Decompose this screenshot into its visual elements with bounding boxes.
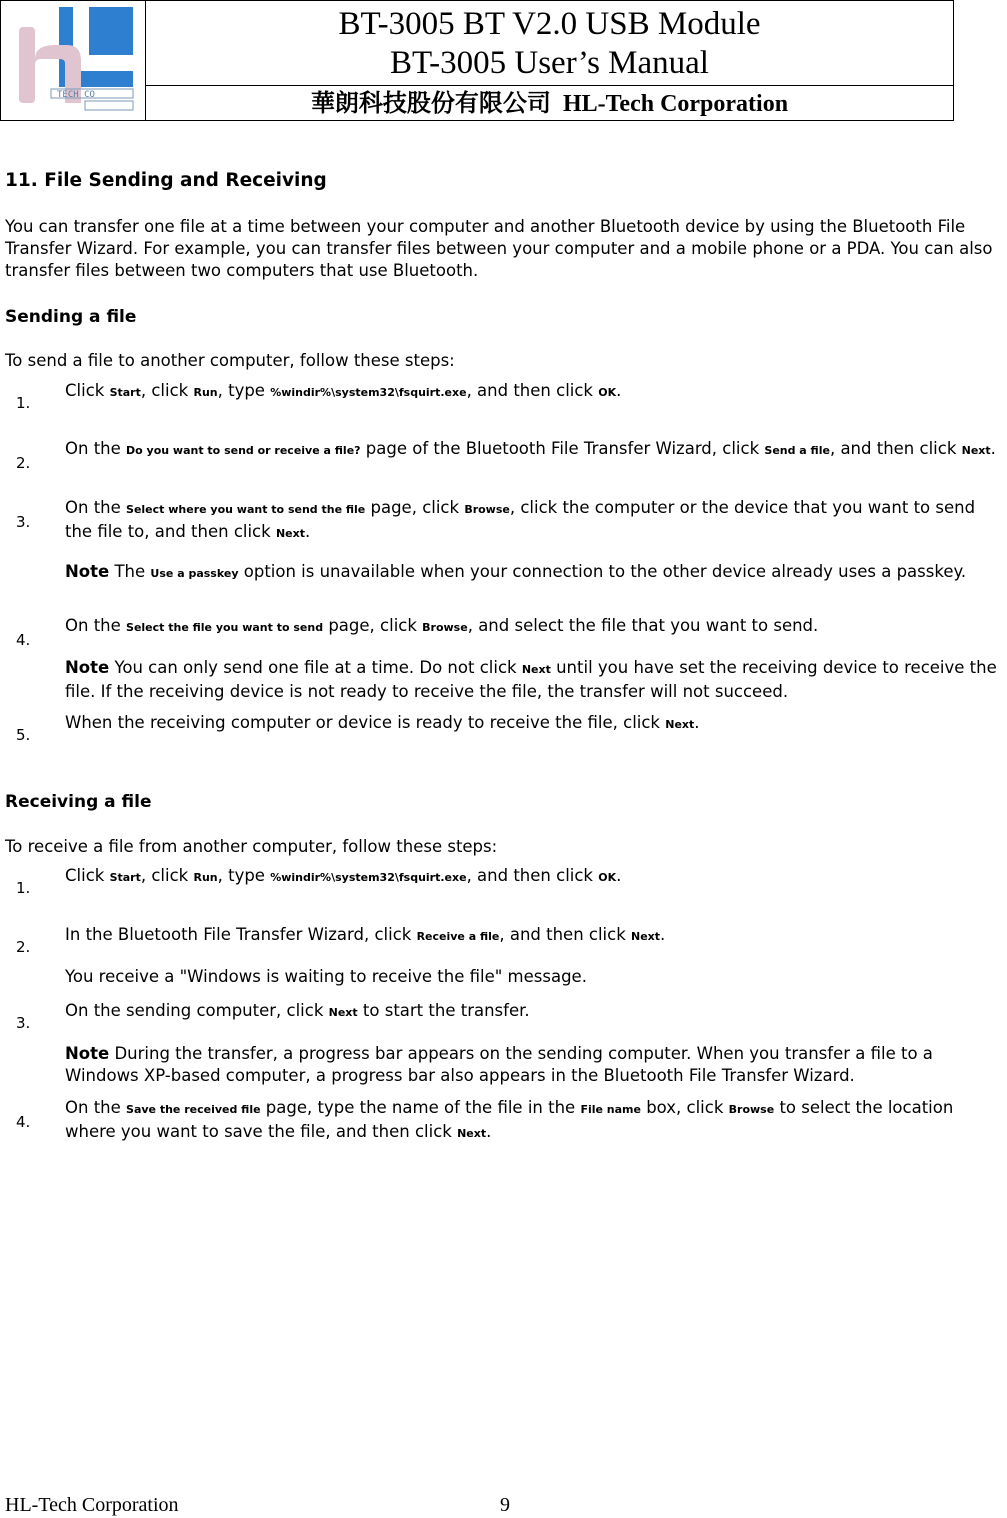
corp-name-english: HL-Tech Corporation bbox=[562, 91, 789, 117]
step-note: Note You can only send one file at a time. Do not click Next until you have set the receiving device to receive the file. If the receiving device is not ready to receive the file, the transfer will not succeed. bbox=[65, 658, 997, 701]
logo-cell bbox=[1, 1, 146, 120]
step-number: 4. bbox=[16, 1113, 31, 1131]
sending-intro: To send a file to another computer, follow these steps: bbox=[5, 351, 455, 370]
title-line-1: BT-3005 BT V2.0 USB Module bbox=[338, 6, 761, 42]
document-title bbox=[146, 1, 953, 86]
section-heading: 11. File Sending and Receiving bbox=[5, 170, 327, 191]
step-number: 3. bbox=[16, 513, 31, 531]
section-intro: You can transfer one file at a time between your computer and another Bluetooth device by using the Bluetooth File Transfer Wizard. For example, you can transfer files between your computer and a mobile phone or a PDA. You can also transfer files between two computers that use Bluetooth. bbox=[5, 217, 993, 280]
step-text: On the Select where you want to send the file page, click Browse, click the computer or the device that you want to send the file to, and then click Next. bbox=[65, 498, 976, 541]
footer-corp: HL-Tech Corporation bbox=[5, 1494, 179, 1516]
step-text: On the Save the received file page, type the name of the file in the File name box, click Browse to select the location where you want to save the file, and then click Next. bbox=[65, 1098, 954, 1141]
step-number: 1. bbox=[16, 879, 31, 897]
step-text: Click Start, click Run, type %windir%\system32\fsquirt.exe, and then click OK. bbox=[65, 381, 622, 400]
hl-tech-logo bbox=[15, 5, 135, 115]
step-number: 2. bbox=[16, 938, 31, 956]
logo-text: TECH CO bbox=[57, 90, 95, 100]
step-text: On the Select the file you want to send page, click Browse, and select the file that you want to send. bbox=[65, 616, 819, 635]
step-number: 5. bbox=[16, 726, 31, 744]
step-text: On the sending computer, click Next to start the transfer. bbox=[65, 1001, 530, 1020]
receiving-heading: Receiving a file bbox=[5, 792, 152, 812]
page-number: 9 bbox=[500, 1494, 510, 1516]
corporation-name bbox=[146, 86, 953, 120]
step-number: 3. bbox=[16, 1014, 31, 1032]
receiving-intro: To receive a file from another computer, follow these steps: bbox=[5, 837, 498, 856]
step-number: 2. bbox=[16, 454, 31, 472]
title-line-2: BT-3005 User’s Manual bbox=[390, 45, 709, 81]
step-note: Note The Use a passkey option is unavailable when your connection to the other device already uses a passkey. bbox=[65, 562, 967, 581]
sending-heading: Sending a file bbox=[5, 307, 137, 327]
step-text: Click Start, click Run, type %windir%\system32\fsquirt.exe, and then click OK. bbox=[65, 866, 622, 885]
step-text: In the Bluetooth File Transfer Wizard, click Receive a file, and then click Next. bbox=[65, 925, 666, 944]
step-extra: You receive a "Windows is waiting to receive the file" message. bbox=[65, 967, 587, 986]
step-note: Note During the transfer, a progress bar appears on the sending computer. When you transfer a file to a Windows XP-based computer, a progress bar also appears in the Bluetooth File Transfer Wizard. bbox=[65, 1044, 933, 1085]
step-number: 4. bbox=[16, 631, 31, 649]
step-text: When the receiving computer or device is ready to receive the file, click Next. bbox=[65, 713, 700, 732]
page-header bbox=[0, 0, 954, 121]
step-text: On the Do you want to send or receive a file? page of the Bluetooth File Transfer Wizard, click Send a file, and then click Next. bbox=[65, 439, 996, 458]
corp-name-chinese: 華朗科技股份有限公司 bbox=[310, 89, 551, 117]
step-number: 1. bbox=[16, 394, 31, 412]
